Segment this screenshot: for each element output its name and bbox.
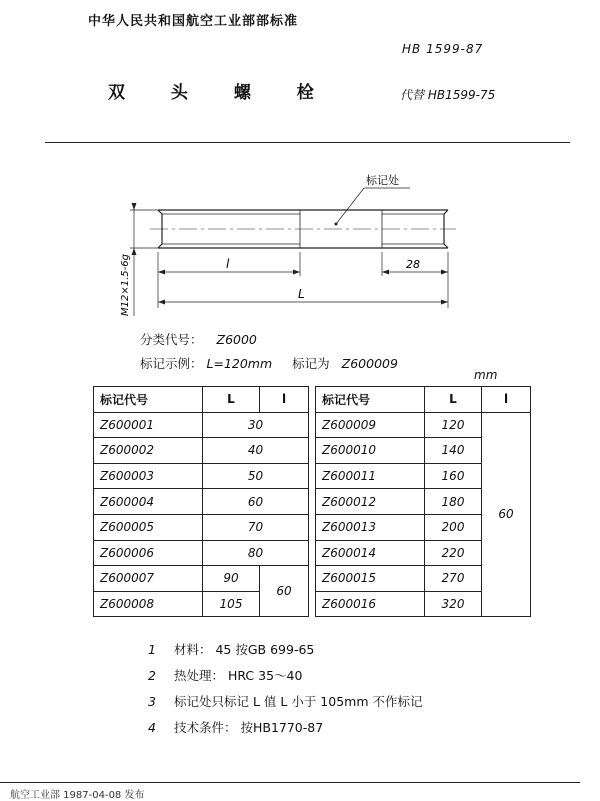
row-code: Z600002 <box>94 438 203 464</box>
marking-example-value: L=120mm <box>206 356 273 371</box>
note-item: 1 材料： 45 按GB 699-65 <box>148 642 315 657</box>
dim-l-label: l <box>226 257 230 271</box>
table-row <box>94 514 531 540</box>
marking-example <box>140 354 398 372</box>
note-item: 2 热处理： HRC 35～40 <box>148 668 303 683</box>
dim-28-label: 28 <box>406 258 420 271</box>
marking-table <box>93 386 531 617</box>
row-L: 50 <box>203 463 309 489</box>
header-code-left: 标记代号 <box>94 387 203 413</box>
standard-number: HB 1599-87 <box>402 42 484 56</box>
note-item: 3 标记处只标记 L 值 L 小于 105mm 不作标记 <box>148 694 423 709</box>
row-L: 200 <box>425 514 482 540</box>
row-L: 105 <box>203 591 260 617</box>
mark-location-label: 标记处 <box>366 174 399 187</box>
thread-spec-label: M12×1.5-6g <box>120 254 131 316</box>
row-L: 180 <box>425 489 482 515</box>
row-L: 70 <box>203 514 309 540</box>
row-L: 30 <box>203 412 309 438</box>
row-code: Z600015 <box>316 566 425 592</box>
replaces-standard: 代替 HB1599-75 <box>400 88 496 102</box>
marking-as-label: 标记为 <box>292 356 330 371</box>
classification-code-label: 分类代号： <box>140 332 203 347</box>
table-row <box>94 489 531 515</box>
row-L: 160 <box>425 463 482 489</box>
row-L: 120 <box>425 412 482 438</box>
row-L: 90 <box>203 566 260 592</box>
row-code: Z600012 <box>316 489 425 515</box>
row-code: Z600009 <box>316 412 425 438</box>
table-row <box>94 566 531 592</box>
row-code: Z600007 <box>94 566 203 592</box>
row-L: 60 <box>203 489 309 515</box>
row-code: Z600014 <box>316 540 425 566</box>
header-L-left: L <box>203 387 260 413</box>
row-L: 270 <box>425 566 482 592</box>
header-code-right: 标记代号 <box>316 387 425 413</box>
row-code: Z600010 <box>316 438 425 464</box>
stud-bolt-drawing <box>110 168 490 318</box>
table-row <box>94 463 531 489</box>
footer-issue-line: 航空工业部 1987-04-08 发布 <box>10 790 145 801</box>
row-L: 140 <box>425 438 482 464</box>
footer-divider <box>0 782 580 783</box>
unit-label: mm <box>474 368 498 382</box>
row-code: Z600005 <box>94 514 203 540</box>
row-code: Z600013 <box>316 514 425 540</box>
row-L: 40 <box>203 438 309 464</box>
header-divider <box>45 142 570 143</box>
header-l-left: l <box>260 387 309 413</box>
row-L: 80 <box>203 540 309 566</box>
row-code: Z600011 <box>316 463 425 489</box>
row-code: Z600001 <box>94 412 203 438</box>
table-row <box>94 412 531 438</box>
note-item: 4 技术条件： 按HB1770-87 <box>148 720 324 735</box>
classification-code <box>140 330 257 348</box>
left-l-merged: 60 <box>260 566 309 617</box>
classification-code-value: Z6000 <box>216 332 257 347</box>
header-l-right: l <box>482 387 531 413</box>
table-row <box>94 591 531 617</box>
row-code: Z600006 <box>94 540 203 566</box>
table-row <box>94 438 531 464</box>
standard-body-title: 中华人民共和国航空工业部部标准 <box>88 14 299 29</box>
marking-as-value: Z600009 <box>341 356 398 371</box>
mark-leader <box>336 188 364 224</box>
row-L: 220 <box>425 540 482 566</box>
marking-example-label: 标记示例： <box>140 356 203 371</box>
right-l-merged: 60 <box>482 412 531 617</box>
dim-L-label: L <box>298 287 305 301</box>
row-code: Z600003 <box>94 463 203 489</box>
table-row <box>94 540 531 566</box>
row-code: Z600008 <box>94 591 203 617</box>
document-title: 双 头 螺 栓 <box>108 83 334 103</box>
table-header-row <box>94 387 531 413</box>
row-code: Z600004 <box>94 489 203 515</box>
header-L-right: L <box>425 387 482 413</box>
row-L: 320 <box>425 591 482 617</box>
row-code: Z600016 <box>316 591 425 617</box>
